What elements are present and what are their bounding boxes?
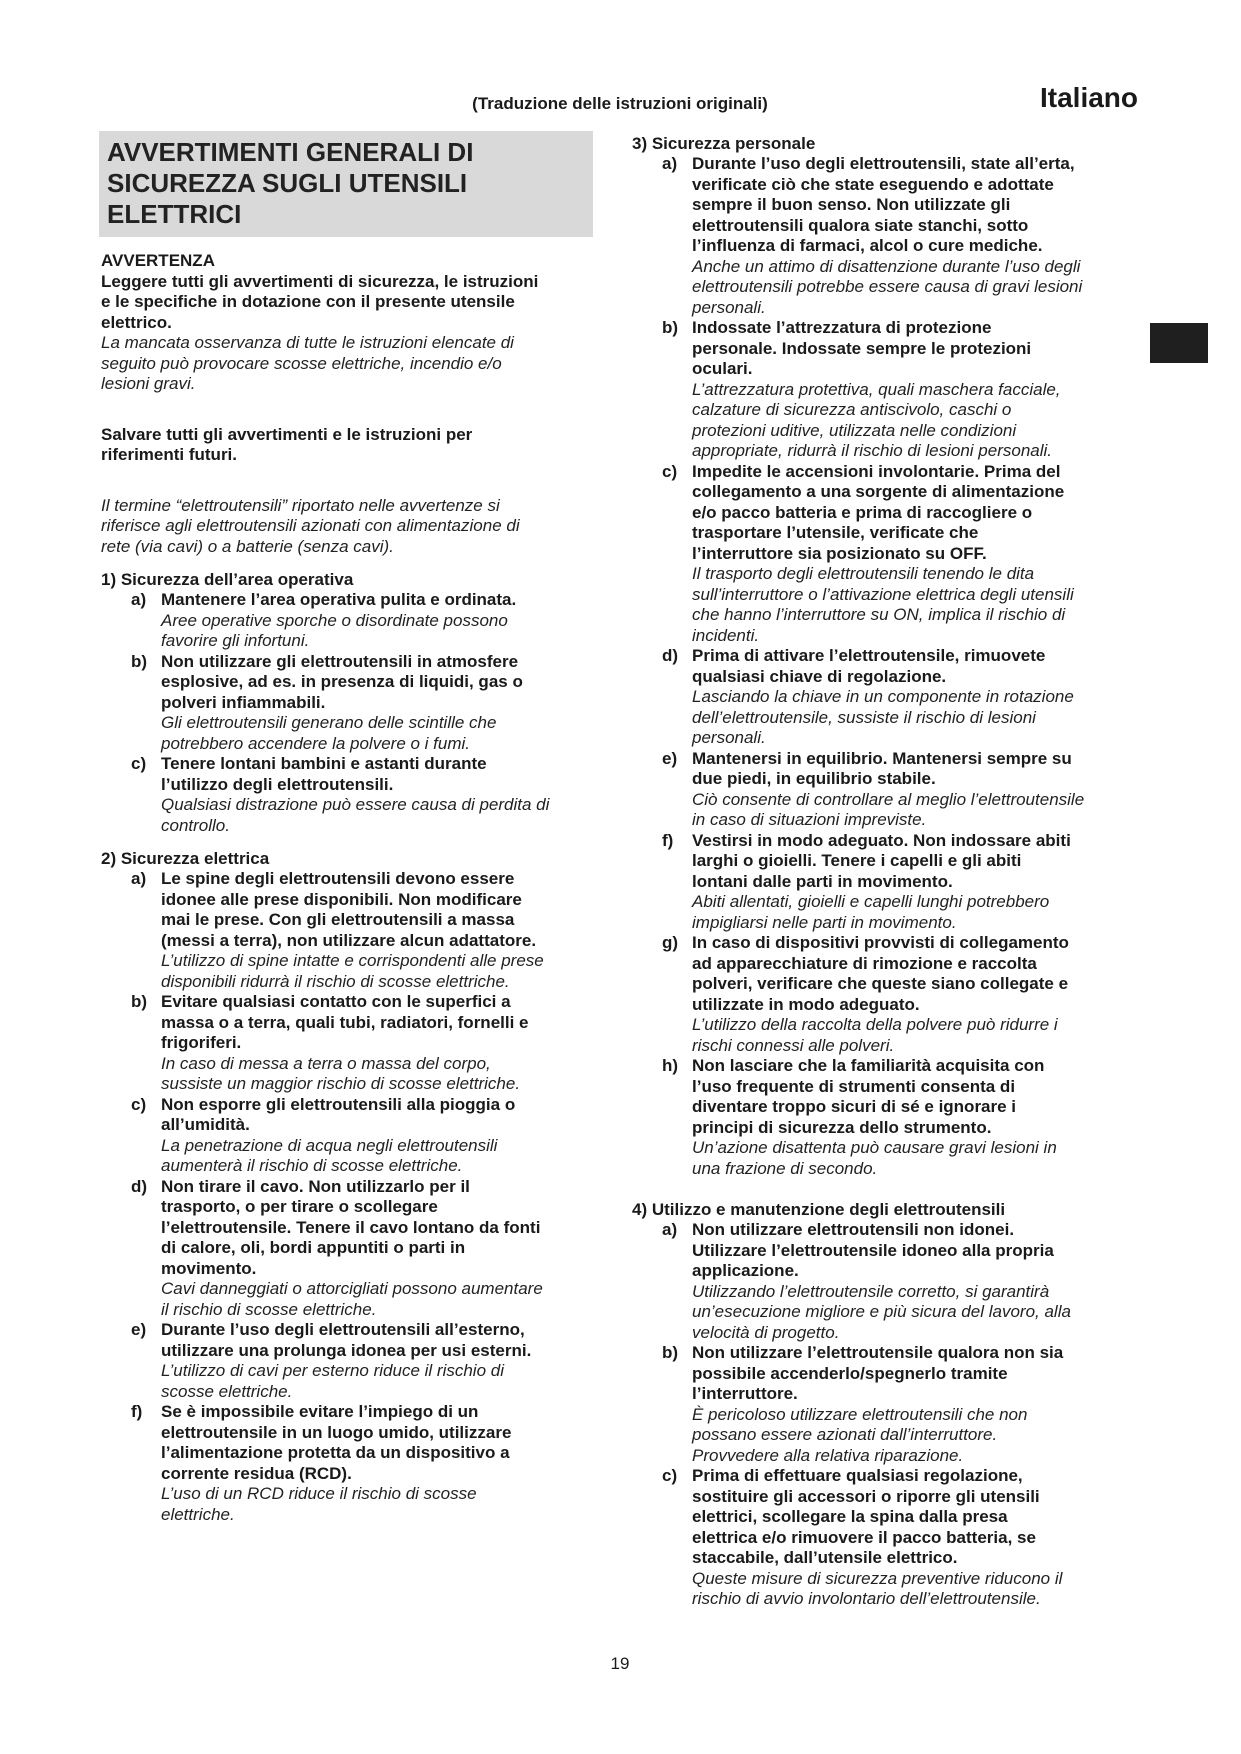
item-explanation: il rischio di scosse elettriche. bbox=[161, 1299, 377, 1319]
item-instruction: sostituire gli accessori o riporre gli utensili bbox=[692, 1486, 1040, 1506]
text-line: riferimenti futuri. bbox=[101, 445, 238, 464]
item-explanation: L’utilizzo di spine intatte e corrispondenti alle prese bbox=[161, 951, 544, 970]
item-letter: d) bbox=[662, 646, 679, 665]
item-instruction: utilizzare una prolunga idonea per usi esterni. bbox=[161, 1340, 532, 1360]
item-letter: a) bbox=[131, 590, 147, 609]
item-letter: b) bbox=[662, 1343, 679, 1362]
item-instruction: possibile accenderlo/spegnerlo tramite bbox=[692, 1363, 1008, 1383]
item-explanation: rischi connessi alle polveri. bbox=[692, 1035, 895, 1055]
item-instruction: sempre il buon senso. Non utilizzate gli bbox=[692, 195, 1011, 214]
item-explanation: Gli elettroutensili generano delle scintille che bbox=[161, 713, 497, 732]
item-explanation: disponibili ridurrà il rischio di scosse elettriche. bbox=[161, 971, 510, 991]
item-explanation: elettriche. bbox=[161, 1504, 235, 1524]
item-instruction: Vestirsi in modo adeguato. Non indossare abiti bbox=[692, 830, 1071, 850]
item-explanation: L’attrezzatura protettiva, quali maschera facciale, bbox=[692, 379, 1061, 399]
item-instruction: corrente residua (RCD). bbox=[161, 1463, 352, 1483]
item-letter: a) bbox=[662, 1220, 678, 1239]
item-letter: f) bbox=[131, 1402, 143, 1421]
item-instruction: frigoriferi. bbox=[161, 1033, 242, 1052]
list-item bbox=[101, 1320, 609, 1402]
item-explanation: Lasciando la chiave in un componente in rotazione bbox=[692, 687, 1074, 706]
item-explanation: Il trasporto degli elettroutensili tenendo le dita bbox=[692, 564, 1035, 583]
list-item bbox=[632, 646, 1152, 749]
item-explanation: Provvedere alla relativa riparazione. bbox=[692, 1445, 964, 1465]
item-explanation: L’utilizzo di cavi per esterno riduce il rischio di bbox=[161, 1361, 504, 1380]
text-line: lesioni gravi. bbox=[101, 374, 196, 393]
item-instruction: elettroutensili qualora siate stanchi, sotto bbox=[692, 215, 1029, 235]
item-explanation: sull’interruttore o l’attivazione elettrica degli utensili bbox=[692, 584, 1074, 604]
item-instruction: qualsiasi chiave di regolazione. bbox=[692, 666, 947, 686]
item-instruction: Durante l’uso degli elettroutensili all’esterno, bbox=[161, 1320, 525, 1339]
item-instruction: (messi a terra), non utilizzare alcun adattatore. bbox=[161, 930, 537, 950]
list-item bbox=[101, 652, 609, 755]
item-explanation: appropriate, ridurrà il rischio di lesioni personali. bbox=[692, 441, 1053, 460]
item-explanation: Queste misure di sicurezza preventive riducono il bbox=[692, 1568, 1063, 1588]
list-item bbox=[632, 1343, 1152, 1466]
left-column bbox=[101, 131, 609, 1525]
item-instruction: movimento. bbox=[161, 1258, 257, 1278]
item-instruction: Prima di effettuare qualsiasi regolazione, bbox=[692, 1466, 1023, 1485]
list-item bbox=[101, 869, 609, 992]
page-title bbox=[99, 131, 593, 237]
item-instruction: Non utilizzare elettroutensili non idonei. bbox=[692, 1220, 1015, 1239]
text-line: Leggere tutti gli avvertimenti di sicurezza, le istruzioni bbox=[101, 271, 539, 291]
item-letter: b) bbox=[662, 318, 679, 337]
item-instruction: polveri infiammabili. bbox=[161, 692, 326, 712]
language-tab-marker bbox=[1150, 323, 1208, 363]
item-explanation: favorire gli infortuni. bbox=[161, 631, 310, 650]
item-explanation: Cavi danneggiati o attorcigliati possono aumentare bbox=[161, 1279, 543, 1298]
item-instruction: elettrici, scollegare la spina dalla presa bbox=[692, 1507, 1008, 1526]
section-title: 1) Sicurezza dell’area operativa bbox=[101, 570, 354, 589]
item-explanation: Un’azione disattenta può causare gravi lesioni in bbox=[692, 1138, 1057, 1157]
list-item bbox=[632, 749, 1152, 831]
item-explanation: Utilizzando l’elettroutensile corretto, si garantirà bbox=[692, 1281, 1050, 1301]
item-explanation: In caso di messa a terra o massa del corpo, bbox=[161, 1053, 491, 1073]
item-explanation: velocità di progetto. bbox=[692, 1322, 840, 1342]
item-instruction: staccabile, dall’utensile elettrico. bbox=[692, 1548, 958, 1567]
header-subtitle: (Traduzione delle istruzioni originali) bbox=[472, 94, 768, 113]
title-line: AVVERTIMENTI GENERALI DI bbox=[107, 137, 474, 167]
item-instruction: l’interruttore. bbox=[692, 1384, 798, 1403]
item-explanation: incidenti. bbox=[692, 625, 760, 645]
item-explanation: potrebbero accendere la polvere o i fumi. bbox=[161, 733, 471, 753]
list-item bbox=[101, 992, 609, 1095]
text-line: Salvare tutti gli avvertimenti e le istruzioni per bbox=[101, 424, 473, 444]
item-instruction: elettrica e/o rimuovere il pacco batteria, se bbox=[692, 1527, 1036, 1547]
item-explanation: È pericoloso utilizzare elettroutensili che non bbox=[692, 1404, 1028, 1424]
right-column bbox=[632, 133, 1152, 1610]
item-instruction: l’utilizzo degli elettroutensili. bbox=[161, 774, 394, 794]
item-instruction: trasportare l’utensile, verificate che bbox=[692, 523, 979, 542]
list-item bbox=[101, 1177, 609, 1321]
item-instruction: collegamento a una sorgente di alimentazione bbox=[692, 482, 1065, 501]
item-instruction: In caso di dispositivi provvisti di collegamento bbox=[692, 933, 1069, 952]
item-instruction: Non esporre gli elettroutensili alla pioggia o bbox=[161, 1094, 516, 1114]
section-title: 2) Sicurezza elettrica bbox=[101, 849, 270, 868]
item-explanation: personali. bbox=[692, 728, 766, 747]
text-line: e le specifiche in dotazione con il presente utensile bbox=[101, 292, 515, 311]
section-title: 4) Utilizzo e manutenzione degli elettroutensili bbox=[632, 1200, 1006, 1219]
item-instruction: Non utilizzare l’elettroutensile qualora non sia bbox=[692, 1343, 1064, 1362]
warning-bold bbox=[101, 272, 609, 334]
item-letter: d) bbox=[131, 1176, 148, 1196]
item-instruction: personale. Indossate sempre le protezioni bbox=[692, 338, 1032, 358]
item-instruction: l’elettroutensile. Tenere il cavo lontano da fonti bbox=[161, 1217, 541, 1237]
item-explanation: La penetrazione di acqua negli elettroutensili bbox=[161, 1135, 498, 1155]
list-item bbox=[101, 1095, 609, 1177]
item-explanation: Abiti allentati, gioielli e capelli lunghi potrebbero bbox=[692, 892, 1050, 911]
list-item bbox=[632, 462, 1152, 647]
item-explanation: L’utilizzo della raccolta della polvere può ridurre i bbox=[692, 1015, 1058, 1034]
item-instruction: utilizzate in modo adeguato. bbox=[692, 994, 920, 1014]
item-explanation: Ciò consente di controllare al meglio l’elettroutensile bbox=[692, 789, 1085, 809]
item-instruction: Tenere lontani bambini e astanti durante bbox=[161, 754, 487, 773]
item-explanation: Aree operative sporche o disordinate possono bbox=[161, 610, 508, 630]
item-instruction: Mantenersi in equilibrio. Mantenersi sempre su bbox=[692, 748, 1072, 768]
term-definition bbox=[101, 496, 609, 558]
item-explanation: Anche un attimo di disattenzione durante l’uso degli bbox=[692, 256, 1081, 276]
item-instruction: Utilizzare l’elettroutensile idoneo alla propria bbox=[692, 1240, 1054, 1260]
item-letter: c) bbox=[662, 1466, 678, 1485]
item-instruction: l’influenza di farmaci, alcol o cure mediche. bbox=[692, 236, 1043, 255]
warning-italic bbox=[101, 333, 609, 395]
item-instruction: Non tirare il cavo. Non utilizzarlo per il bbox=[161, 1176, 470, 1196]
item-explanation: scosse elettriche. bbox=[161, 1381, 293, 1401]
item-explanation: aumenterà il rischio di scosse elettriche. bbox=[161, 1156, 463, 1175]
text-line: La mancata osservanza di tutte le istruzioni elencate di bbox=[101, 333, 514, 352]
item-instruction: l’alimentazione protetta da un dispositivo a bbox=[161, 1443, 510, 1462]
item-explanation: elettroutensili potrebbe essere causa di gravi lesioni bbox=[692, 277, 1083, 296]
section-1 bbox=[101, 569, 609, 836]
item-explanation: calzature di sicurezza antiscivolo, caschi o bbox=[692, 400, 1012, 419]
item-instruction: Impedite le accensioni involontarie. Prima del bbox=[692, 461, 1061, 481]
list-item bbox=[101, 1402, 609, 1525]
section-3 bbox=[632, 133, 1152, 1179]
text-line: rete (via cavi) o a batterie (senza cavi). bbox=[101, 536, 394, 556]
list-item bbox=[632, 831, 1152, 934]
item-instruction: massa o a terra, quali tubi, radiatori, fornelli e bbox=[161, 1012, 529, 1032]
item-instruction: all’umidità. bbox=[161, 1115, 250, 1134]
item-instruction: Indossate l’attrezzatura di protezione bbox=[692, 318, 992, 337]
item-instruction: idonee alle prese disponibili. Non modificare bbox=[161, 889, 522, 909]
item-instruction: elettroutensile in un luogo umido, utilizzare bbox=[161, 1422, 512, 1442]
item-instruction: diventare troppo sicuri di sé e ignorare i bbox=[692, 1097, 1017, 1116]
item-instruction: ad apparecchiature di rimozione e raccolta bbox=[692, 953, 1037, 973]
list-item bbox=[632, 154, 1152, 318]
item-explanation: che hanno l’interruttore su ON, implica il rischio di bbox=[692, 605, 1066, 624]
list-item bbox=[101, 590, 609, 652]
text-line: riferisce agli elettroutensili azionati con alimentazione di bbox=[101, 516, 520, 535]
item-letter: g) bbox=[662, 933, 679, 952]
item-instruction: Durante l’uso degli elettroutensili, state all’erta, bbox=[692, 154, 1075, 173]
item-explanation: una frazione di secondo. bbox=[692, 1158, 878, 1178]
list-item bbox=[632, 1466, 1152, 1610]
item-instruction: Non utilizzare gli elettroutensili in atmosfere bbox=[161, 651, 519, 671]
item-instruction: larghi o gioielli. Tenere i capelli e gli abiti bbox=[692, 851, 1022, 870]
item-letter: b) bbox=[131, 992, 148, 1011]
item-instruction: l’uso frequente di strumenti consenta di bbox=[692, 1076, 1016, 1096]
section-4 bbox=[632, 1199, 1152, 1610]
item-explanation: dell’elettroutensile, sussiste il rischio di lesioni bbox=[692, 707, 1036, 727]
item-instruction: oculari. bbox=[692, 359, 753, 378]
item-explanation: protezioni uditive, utilizzata nelle condizioni bbox=[692, 420, 1017, 440]
item-instruction: Evitare qualsiasi contatto con le superfici a bbox=[161, 992, 511, 1011]
item-explanation: sussiste un maggior rischio di scosse elettriche. bbox=[161, 1074, 521, 1093]
list-item bbox=[632, 318, 1152, 462]
item-letter: c) bbox=[662, 461, 678, 481]
item-letter: e) bbox=[662, 748, 678, 768]
item-instruction: Prima di attivare l’elettroutensile, rimuovete bbox=[692, 646, 1046, 665]
list-item bbox=[101, 754, 609, 836]
item-instruction: Non lasciare che la familiarità acquisita con bbox=[692, 1056, 1045, 1075]
item-explanation: in caso di situazioni impreviste. bbox=[692, 810, 927, 829]
item-explanation: Qualsiasi distrazione può essere causa di perdita di bbox=[161, 795, 550, 814]
item-letter: c) bbox=[131, 1094, 147, 1114]
item-instruction: applicazione. bbox=[692, 1261, 799, 1280]
text-line: elettrico. bbox=[101, 312, 172, 332]
item-instruction: Mantenere l’area operativa pulita e ordinata. bbox=[161, 590, 517, 609]
item-instruction: mai le prese. Con gli elettroutensili a massa bbox=[161, 910, 515, 929]
item-instruction: e/o pacco batteria e prima di raccogliere o bbox=[692, 502, 1033, 522]
list-item bbox=[632, 1220, 1152, 1343]
item-explanation: rischio di avvio involontario dell’elettroutensile. bbox=[692, 1589, 1041, 1608]
item-explanation: L’uso di un RCD riduce il rischio di scosse bbox=[161, 1484, 477, 1503]
item-instruction: lontani dalle parti in movimento. bbox=[692, 871, 953, 891]
item-letter: a) bbox=[662, 154, 678, 173]
item-instruction: due piedi, in equilibrio stabile. bbox=[692, 769, 936, 788]
list-item bbox=[632, 933, 1152, 1056]
item-instruction: di calore, oli, bordi appuntiti o parti in bbox=[161, 1238, 466, 1257]
item-explanation: impigliarsi nelle parti in movimento. bbox=[692, 912, 957, 932]
item-letter: e) bbox=[131, 1320, 147, 1339]
item-letter: b) bbox=[131, 651, 148, 671]
title-line: SICUREZZA SUGLI UTENSILI bbox=[107, 168, 468, 198]
warning-heading: AVVERTENZA bbox=[101, 251, 215, 270]
item-instruction: esplosive, ad es. in presenza di liquidi, gas o bbox=[161, 672, 523, 691]
item-instruction: trasporto, o per tirare o scollegare bbox=[161, 1197, 438, 1216]
section-title: 3) Sicurezza personale bbox=[632, 134, 816, 153]
item-instruction: l’interruttore sia posizionato su OFF. bbox=[692, 543, 987, 563]
text-line: seguito può provocare scosse elettriche, incendio e/o bbox=[101, 353, 502, 373]
item-instruction: Le spine degli elettroutensili devono essere bbox=[161, 869, 515, 888]
item-instruction: verificate ciò che state eseguendo e adottate bbox=[692, 174, 1054, 194]
list-item bbox=[632, 1056, 1152, 1179]
item-explanation: possano essere azionati dall’interruttore. bbox=[692, 1425, 998, 1444]
text-line: Il termine “elettroutensili” riportato nelle avvertenze si bbox=[101, 495, 500, 515]
save-instructions bbox=[101, 425, 609, 466]
item-letter: a) bbox=[131, 869, 147, 888]
item-explanation: un’esecuzione migliore e più sicura del lavoro, alla bbox=[692, 1302, 1071, 1321]
item-explanation: controllo. bbox=[161, 815, 230, 835]
page-number: 19 bbox=[610, 1654, 630, 1673]
item-instruction: principi di sicurezza dello strumento. bbox=[692, 1117, 992, 1137]
item-letter: f) bbox=[662, 830, 674, 850]
item-letter: c) bbox=[131, 754, 147, 773]
item-instruction: Se è impossibile evitare l’impiego di un bbox=[161, 1402, 479, 1421]
section-2 bbox=[101, 848, 609, 1525]
item-instruction: polveri, verificare che queste siano collegate e bbox=[692, 974, 1069, 993]
header-language: Italiano bbox=[1040, 82, 1139, 113]
item-explanation: personali. bbox=[692, 297, 766, 317]
item-letter: h) bbox=[662, 1056, 679, 1075]
title-line: ELETTRICI bbox=[107, 199, 242, 229]
